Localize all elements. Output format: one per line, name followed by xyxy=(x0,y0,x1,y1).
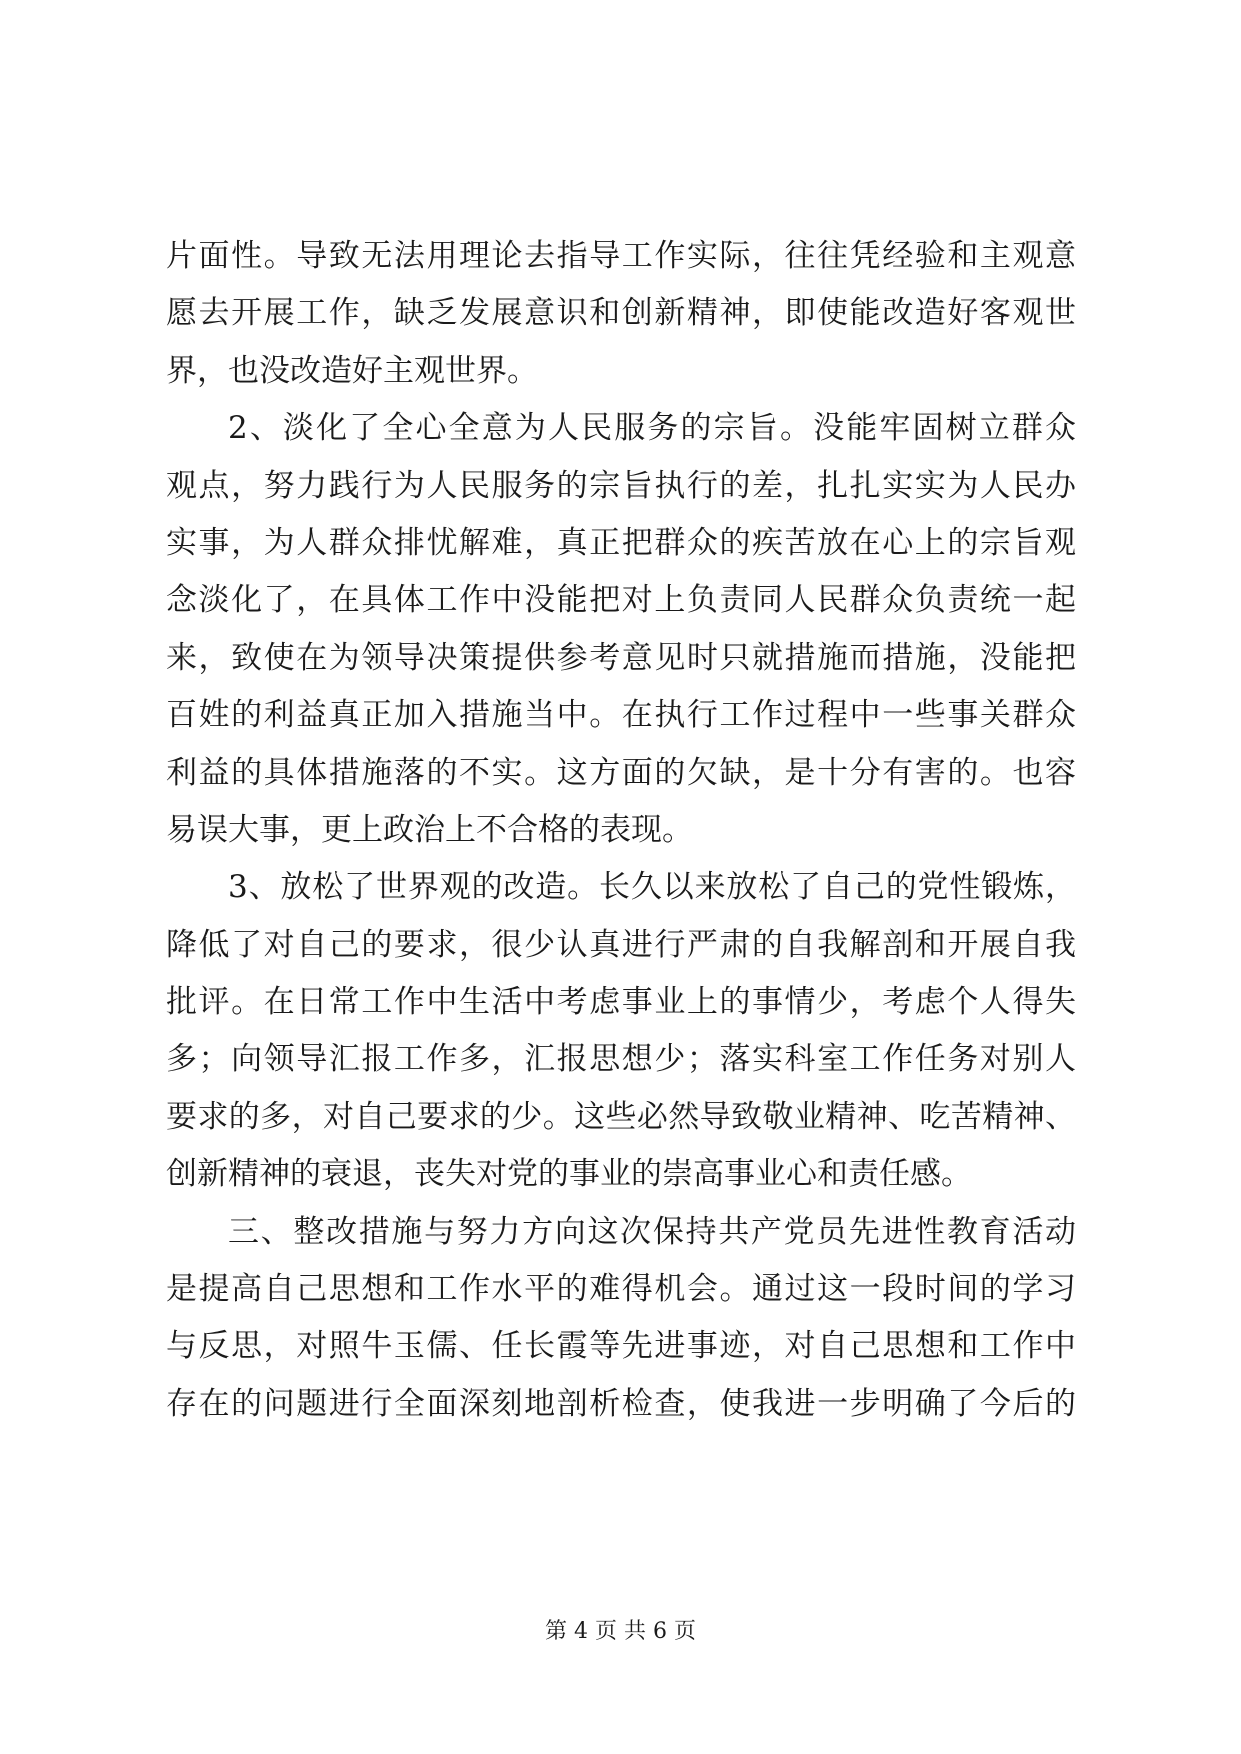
text-line: 3、放松了世界观的改造。长久以来放松了自己的党性锻炼， xyxy=(228,869,1076,906)
text-line: 念淡化了，在具体工作中没能把对上负责同人民群众负责统一起 xyxy=(166,582,1076,619)
text-line: 利益的具体措施落的不实。这方面的欠缺，是十分有害的。也容 xyxy=(166,754,1076,791)
text-line: 降低了对自己的要求，很少认真进行严肃的自我解剖和开展自我 xyxy=(166,926,1076,963)
text-line: 来，致使在为领导决策提供参考意见时只就措施而措施，没能把 xyxy=(166,639,1076,676)
page-number: 第 4 页 共 6 页 xyxy=(545,1619,696,1644)
text-line: 片面性。导致无法用理论去指导工作实际，往往凭经验和主观意 xyxy=(166,238,1076,274)
text-line: 实事，为人群众排忧解难，真正把群众的疾苦放在心上的宗旨观 xyxy=(166,524,1076,561)
text-line: 易误大事，更上政治上不合格的表现。 xyxy=(166,811,693,848)
text-line: 百姓的利益真正加入措施当中。在执行工作过程中一些事关群众 xyxy=(166,697,1076,734)
text-line: 多；向领导汇报工作多，汇报思想少；落实科室工作任务对别人 xyxy=(166,1041,1076,1078)
text-line: 存在的问题进行全面深刻地剖析检查，使我进一步明确了今后的 xyxy=(166,1385,1076,1422)
text-line: 与反思，对照牛玉儒、任长霞等先进事迹，对自己思想和工作中 xyxy=(166,1328,1076,1365)
text-line: 创新精神的衰退，丧失对党的事业的崇高事业心和责任感。 xyxy=(166,1156,972,1193)
text-line: 是提高自己思想和工作水平的难得机会。通过这一段时间的学习 xyxy=(166,1271,1076,1308)
text-line: 愿去开展工作，缺乏发展意识和创新精神，即使能改造好客观世 xyxy=(166,295,1076,332)
text-line: 三、整改措施与努力方向这次保持共产党员先进性教育活动 xyxy=(228,1213,1076,1250)
text-line: 观点，努力践行为人民服务的宗旨执行的差，扎扎实实为人民办 xyxy=(166,467,1076,504)
text-line: 要求的多，对自己要求的少。这些必然导致敬业精神、吃苦精神、 xyxy=(166,1098,1076,1135)
text-line: 2、淡化了全心全意为人民服务的宗旨。没能牢固树立群众 xyxy=(228,410,1076,447)
text-line: 批评。在日常工作中生活中考虑事业上的事情少，考虑个人得失 xyxy=(166,984,1076,1021)
document-body xyxy=(166,228,1076,1433)
text-line: 界，也没改造好主观世界。 xyxy=(166,352,538,389)
